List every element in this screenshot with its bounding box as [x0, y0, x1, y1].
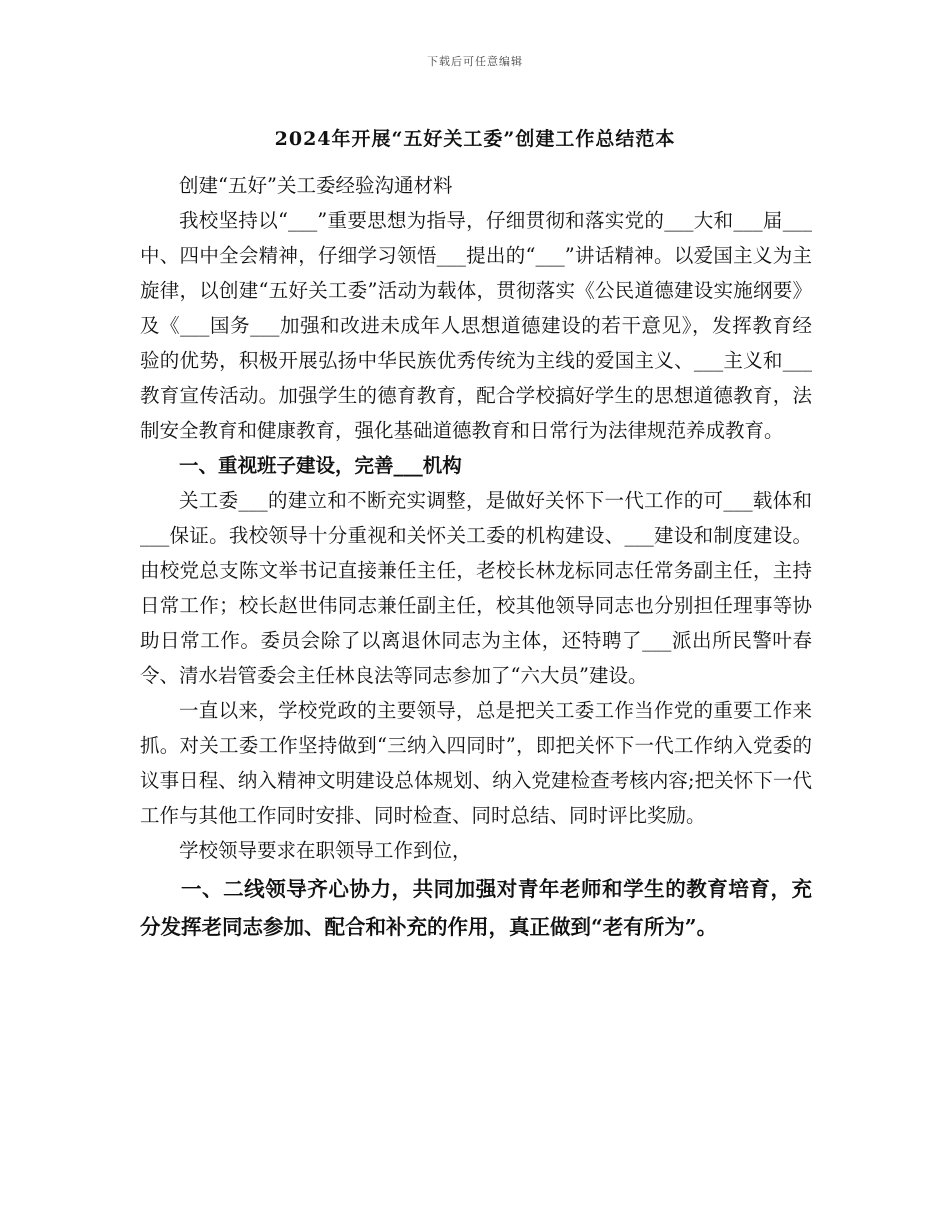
body-paragraph: 学校领导要求在职领导工作到位，: [179, 839, 472, 862]
subtitle-paragraph: 创建“五好”关工委经验沟通材料: [179, 174, 453, 197]
document-title: 2024年开展“五好关工委”创建工作总结范本: [274, 128, 676, 150]
body-paragraph: 关工委___的建立和不断充实调整，是做好关怀下一代工作的可___载体和___保证。我校领导十分重视和关怀关工委的机构建设、___建设和制度建设。由校党总支陈文举书记直接兼任主任，老校长林龙标同志任常务副主任，主持日常工作；校长赵世伟同志兼任副主任，校其他领导同志也分别担任理事等协助日常工作。委员会除了以离退休同志为主体，还特聘了___派出所民警叶春令、清水岩管委会主任林良法等同志参加了“六大员”建设。: [140, 489, 812, 687]
section-heading: 一、重视班子建设，完善___机构: [179, 454, 462, 477]
header-note: 下载后可任意编辑: [427, 55, 523, 68]
intro-paragraph: 我校坚持以“___”重要思想为指导，仔细贯彻和落实党的___大和___届___中、四中全会精神，仔细学习领悟___提出的“___”讲话精神。以爱国主义为主旋律，以创建“五好关工委”活动为载体，贯彻落实《公民道德建设实施纲要》及《___国务___加强和改进未成年人思想道德建设的若干意见》，发挥教育经验的优势，积极开展弘扬中华民族优秀传统为主线的爱国主义、___主义和___教育宣传活动。加强学生的德育教育，配合学校搞好学生的思想道德教育，法制安全教育和健康教育，强化基础道德教育和日常行为法律规范养成教育。: [140, 209, 812, 442]
document-body: [140, 168, 812, 946]
bold-paragraph: 一、二线领导齐心协力，共同加强对青年老师和学生的教育培育，充分发挥老同志参加、配合和补充的作用，真正做到“老有所为”。: [140, 877, 812, 939]
body-paragraph: 一直以来，学校党政的主要领导，总是把关工委工作当作党的重要工作来抓。对关工委工作坚持做到“三纳入四同时”，即把关怀下一代工作纳入党委的议事日程、纳入精神文明建设总体规划、纳入党建检查考核内容;把关怀下一代工作与其他工作同时安排、同时检查、同时总结、同时评比奖励。: [140, 699, 812, 827]
